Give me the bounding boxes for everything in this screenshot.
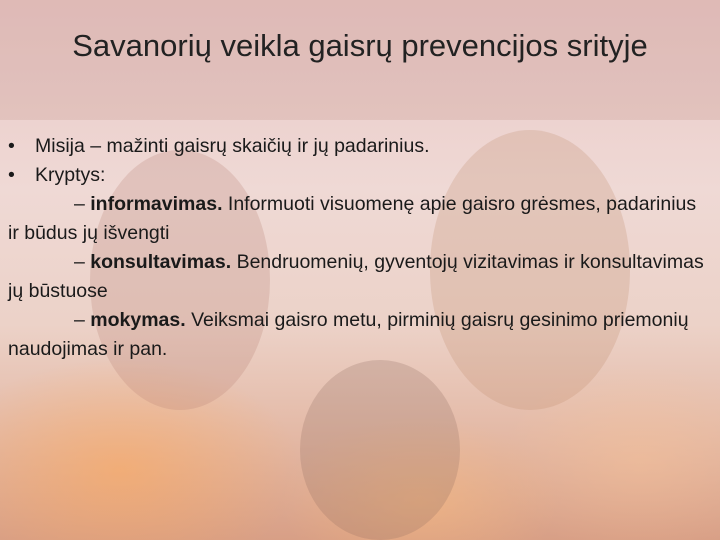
direction-term: konsultavimas. [90,251,232,273]
bullet-item [8,161,708,190]
bullet-text: Kryptys: [35,164,106,186]
direction-item [8,190,708,248]
slide-title: Savanorių veikla gaisrų prevencijos srityje [72,28,648,63]
direction-item [8,306,708,364]
background-photo-shape [300,360,460,540]
direction-dash: – [74,251,91,273]
direction-text: Bendruomenių, gyventojų vizitavimas ir konsultavimas jų būstuose [8,251,704,302]
direction-text: Veiksmai gaisro metu, pirminių gaisrų gesinimo priemonių naudojimas ir pan. [8,309,689,360]
bullet-item [8,132,708,161]
bullet-text: Misija – mažinti gaisrų skaičių ir jų padarinius. [35,135,430,157]
direction-term: informavimas. [90,193,223,215]
direction-text: Informuoti visuomenę apie gaisro grėsmes, padarinius ir būdus jų išvengti [8,193,697,244]
direction-term: mokymas. [90,309,186,331]
bullet-marker: • [8,135,15,157]
direction-dash: – [74,309,91,331]
direction-item [8,248,708,306]
slide-content [8,132,708,364]
bullet-marker: • [8,164,15,186]
direction-dash: – [74,193,91,215]
